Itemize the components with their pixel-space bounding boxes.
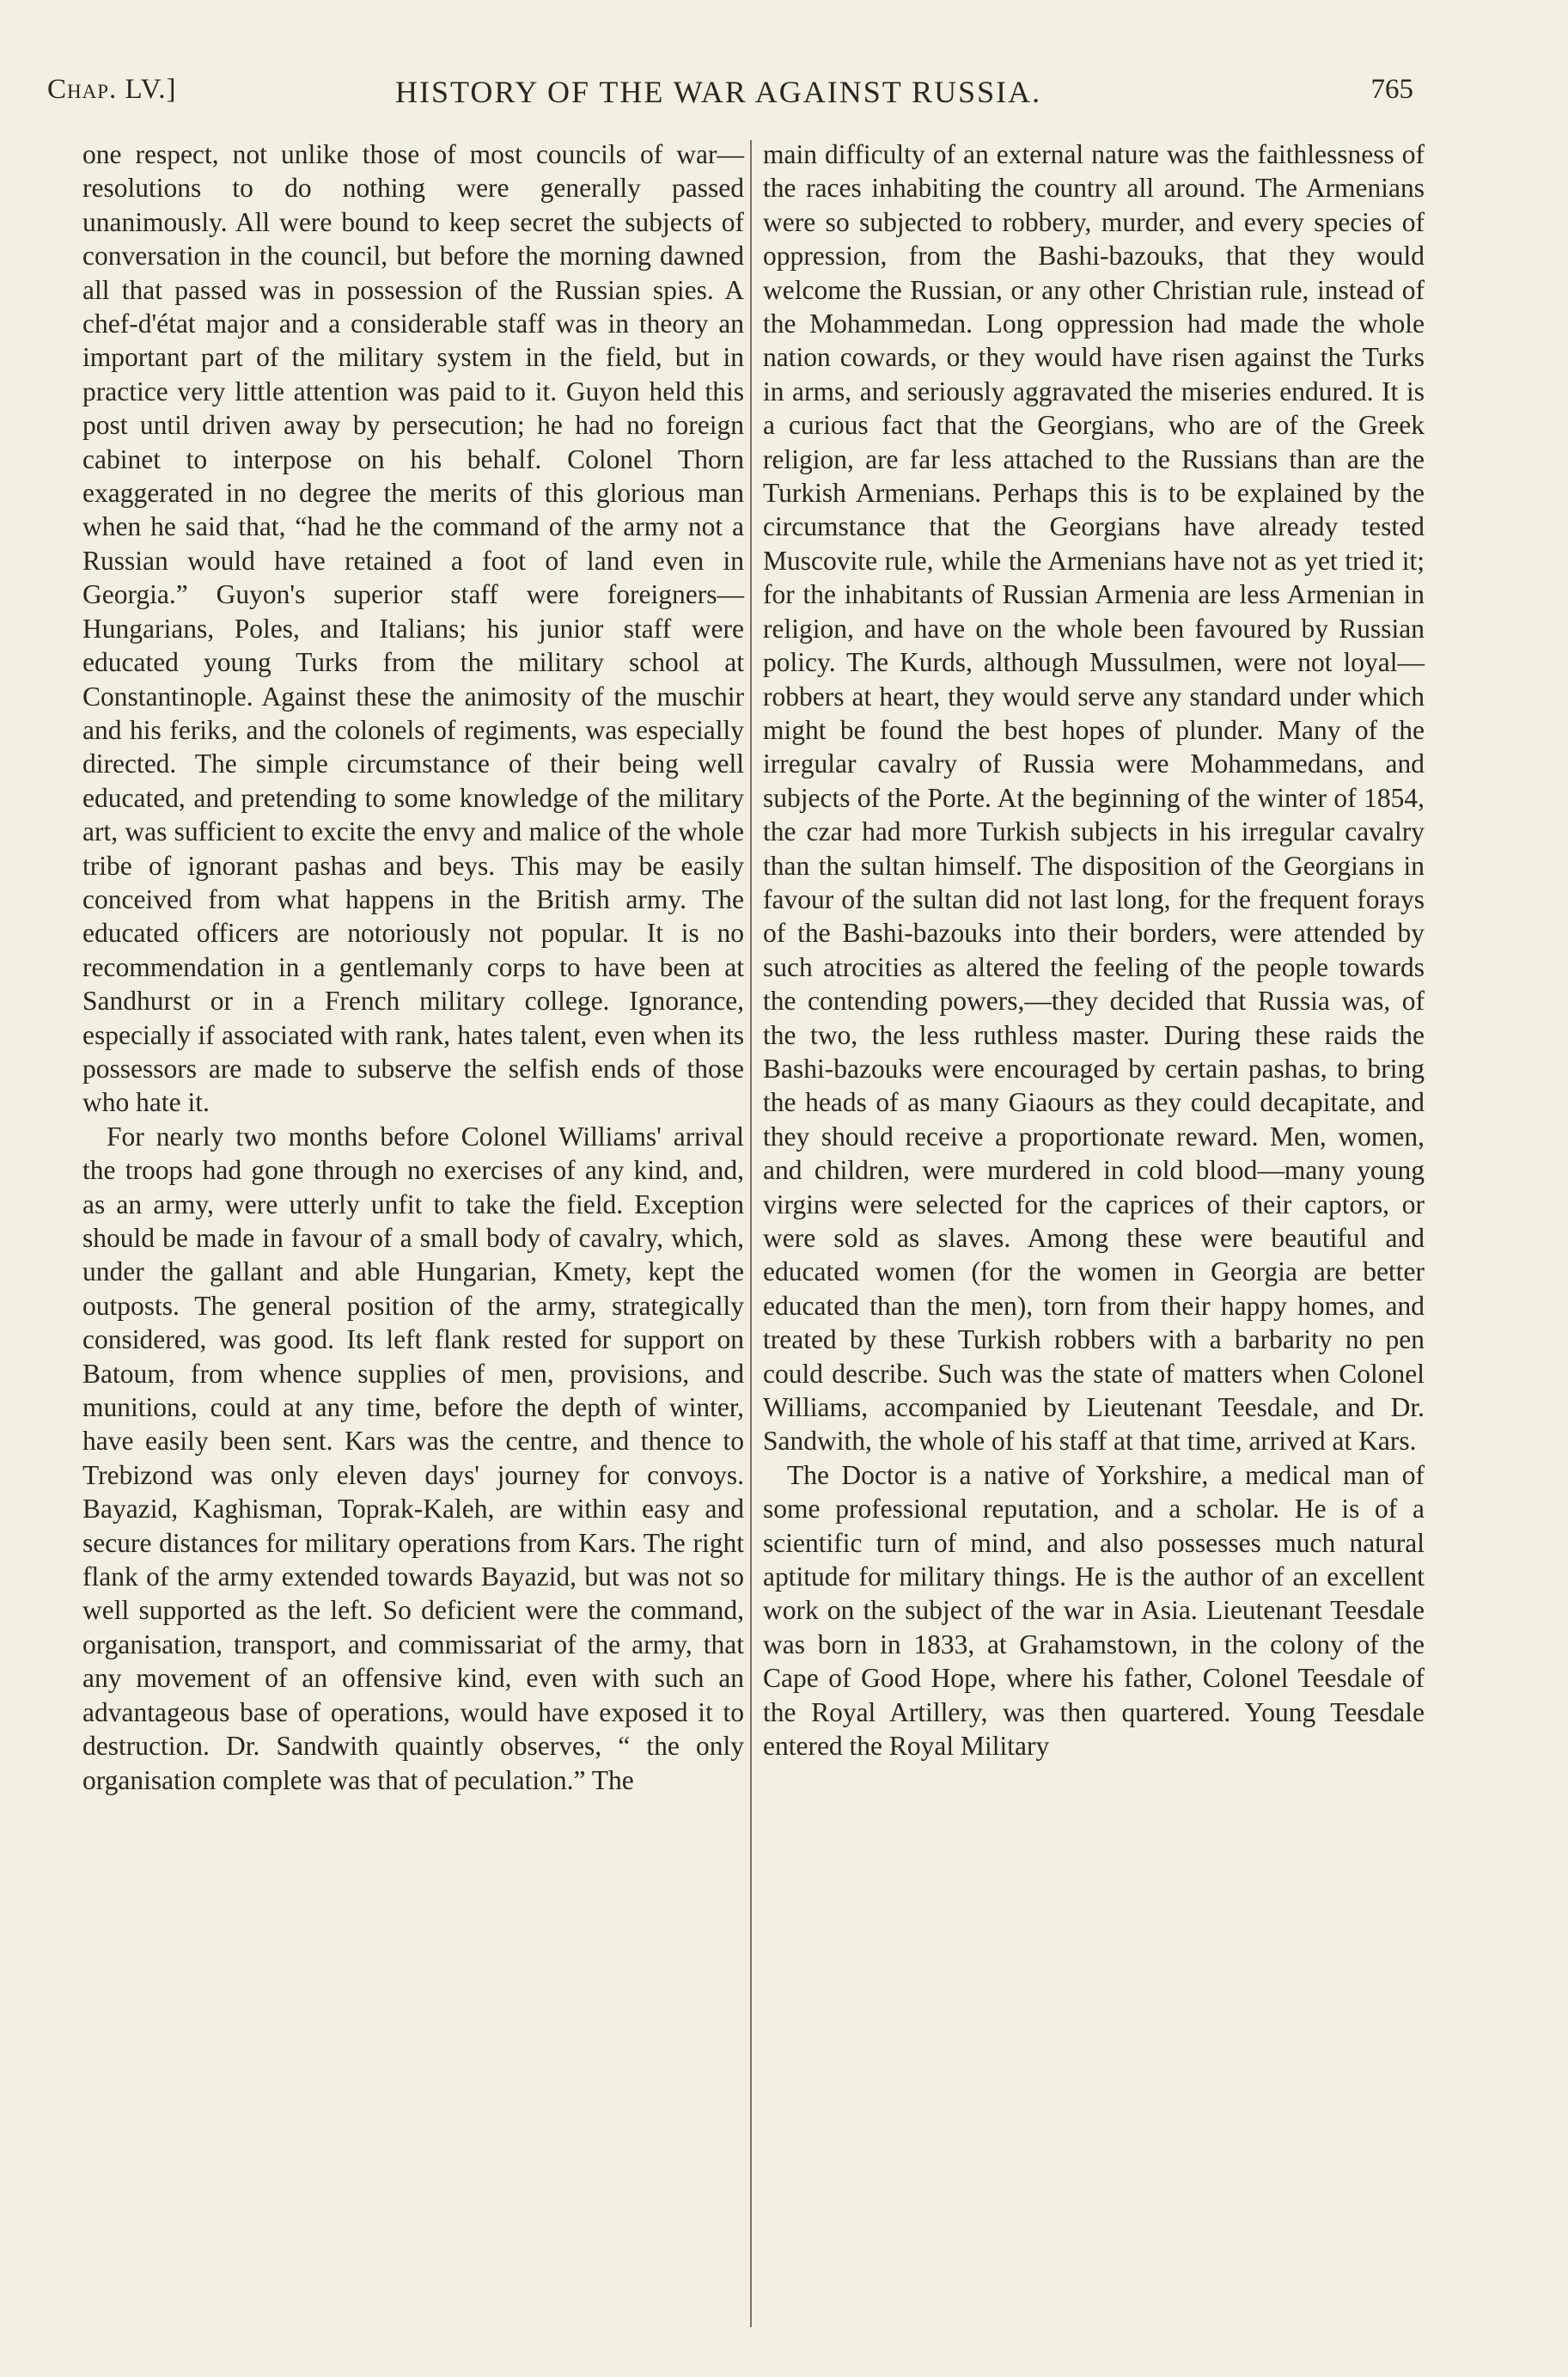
running-header — [47, 74, 1413, 117]
column-divider — [750, 140, 752, 2327]
left-paragraph-1: one respect, not unlike those of most councils of war—resolutions to do nothing were generally passed unanimously. All were bound to keep secret the subjects of conversation in the council, but before the morning dawned all that passed was in possession of the Russian spies. A chef-d'état major and a considerable staff was in theory an important part of the military system in the field, but in practice very little attention was paid to it. Guyon held this post until driven away by persecution; he had no foreign cabinet to interpose on his behalf. Colonel Thorn exaggerated in no degree the merits of this glorious man when he said that, “had he the command of the army not a Russian would have retained a foot of land even in Georgia.” Guyon's superior staff were foreigners—Hungarians, Poles, and Italians; his junior staff were educated young Turks from the military school at Constantinople. Against these the animosity of the muschir and his feriks, and the colonels of regiments, was especially directed. The simple circumstance of their being well educated, and pretending to some knowledge of the military art, was sufficient to excite the envy and malice of the whole tribe of ignorant pashas and beys. This may be easily conceived from what happens in the British army. The educated officers are notoriously not popular. It is no recommendation in a gentlemanly corps to have been at Sandhurst or in a French military college. Ignorance, especially if associated with rank, hates talent, even when its possessors are made to subserve the selfish ends of those who hate it. — [82, 139, 744, 1118]
right-paragraph-1: main difficulty of an external nature was the faithlessness of the races inhabiting the country all around. The Armenians were so subjected to robbery, murder, and every species of oppression, from the Bashi-bazouks, that they would welcome the Russian, or any other Christian rule, instead of the Mohammedan. Long oppression had made the whole nation cowards, or they would have risen against the Turks in arms, and seriously aggravated the miseries endured. It is a curious fact that the Georgians, who are of the Greek religion, are far less attached to the Russians than are the Turkish Armenians. Perhaps this is to be explained by the circumstance that the Georgians have already tested Muscovite rule, while the Armenians have not as yet tried it; for the inhabitants of Russian Armenia are less Armenian in religion, and have on the whole been favoured by Russian policy. The Kurds, although Mussulmen, were not loyal—robbers at heart, they would serve any standard under which might be found the best hopes of plunder. Many of the irregular cavalry of Russia were Mohammedans, and subjects of the Porte. At the beginning of the winter of 1854, the czar had more Turkish subjects in his irregular cavalry than the sultan himself. The disposition of the Georgians in favour of the sultan did not last long, for the frequent forays of the Bashi-bazouks into their borders, were attended by such atrocities as altered the feeling of the people towards the contending powers,—they decided that Russia was, of the two, the less ruthless master. During these raids the Bashi-bazouks were encouraged by certain pashas, to bring the heads of as many Giaours as they could decapitate, and they should receive a proportionate reward. Men, women, and children, were murdered in cold blood—many young virgins were selected for the caprices of their captors, or were sold as slaves. Among these were beautiful and educated women (for the women in Georgia are better educated than the men), torn from their happy homes, and treated by these Turkish robbers with a barbarity no pen could describe. Such was the state of matters when Colonel Williams, accompanied by Lieutenant Teesdale, and Dr. Sandwith, the whole of his staff at that time, arrived at Kars. — [763, 139, 1425, 1457]
running-title: HISTORY OF THE WAR AGAINST RUSSIA. — [395, 75, 1042, 109]
right-paragraph-2: The Doctor is a native of Yorkshire, a medical man of some professional reputation, and a scholar. He is of a scientific turn of mind, and also possesses much natural aptitude for military things. He is the author of an excellent work on the subject of the war in Asia. Lieutenant Teesdale was born in 1833, at Grahamstown, in the colony of the Cape of Good Hope, where his father, Colonel Teesdale of the Royal Artillery, was then quartered. Young Teesdale entered the Royal Military — [763, 1459, 1425, 1762]
left-paragraph-2: For nearly two months before Colonel Williams' arrival the troops had gone through no exercises of any kind, and, as an army, were utterly unfit to take the field. Exception should be made in favour of a small body of cavalry, which, under the gallant and able Hungarian, Kmety, kept the outposts. The general position of the army, strategically considered, was good. Its left flank rested for support on Batoum, from whence supplies of men, provisions, and munitions, could at any time, before the depth of winter, have easily been sent. Kars was the centre, and thence to Trebizond was only eleven days' journey for convoys. Bayazid, Kaghisman, Toprak-Kaleh, are within easy and secure distances for military operations from Kars. The right flank of the army extended towards Bayazid, but was not so well supported as the left. So deficient were the command, organisation, transport, and commissariat of the army, that any movement of an offensive kind, even with such an advantageous base of operations, would have exposed it to destruction. Dr. Sandwith quaintly observes, “ the only organisation complete was that of peculation.” The — [82, 1121, 744, 1795]
left-column — [82, 137, 744, 1797]
chapter-label: Chap. LV.] — [47, 74, 177, 105]
page-number: 765 — [1370, 74, 1413, 105]
right-column — [763, 137, 1425, 1763]
